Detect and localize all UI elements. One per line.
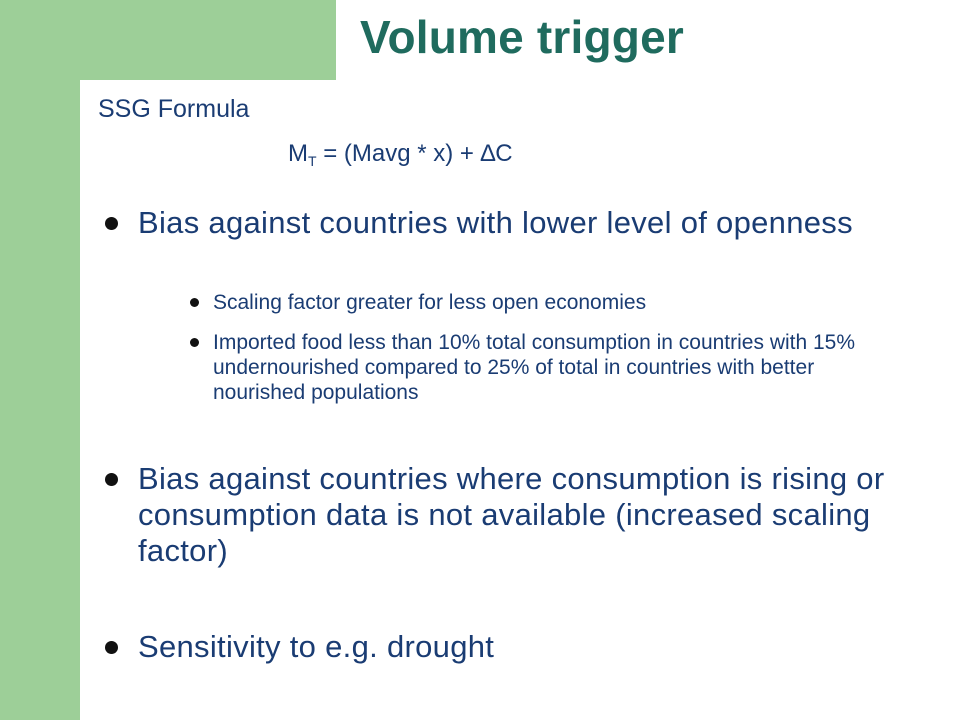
sub-bullet-dot [190,298,199,307]
bullet-openness [105,205,865,241]
bullet-dot [105,641,118,654]
left-accent-bar [0,0,80,720]
formula-expression: = (Mavg * x) + ∆C [316,140,513,167]
bullet-text: Bias against countries where consumption is rising or consumption data is not available (increased scaling factor) [138,461,885,568]
bullet-dot [105,217,118,230]
bullet-dot [105,473,118,486]
formula-heading: SSG Formula [98,95,250,123]
bullet-text: Bias against countries with lower level of openness [138,205,853,240]
bullet-consumption [105,461,885,569]
sub-bullet-scaling-factor [190,290,890,315]
ssg-formula [288,140,513,168]
bullet-text: Sensitivity to e.g. drought [138,629,495,664]
formula-variable: M [288,140,308,167]
formula-subscript: T [308,153,317,169]
sub-bullet-dot [190,338,199,347]
sub-bullet-text: Imported food less than 10% total consumption in countries with 15% undernourished compared to 25% of total in countries with better nourished populations [213,331,856,404]
slide-title: Volume trigger [360,11,684,63]
bullet-drought [105,629,865,665]
sub-bullet-imported-food [190,330,890,405]
top-accent-bar [0,0,336,80]
sub-bullet-text: Scaling factor greater for less open economies [213,291,647,314]
